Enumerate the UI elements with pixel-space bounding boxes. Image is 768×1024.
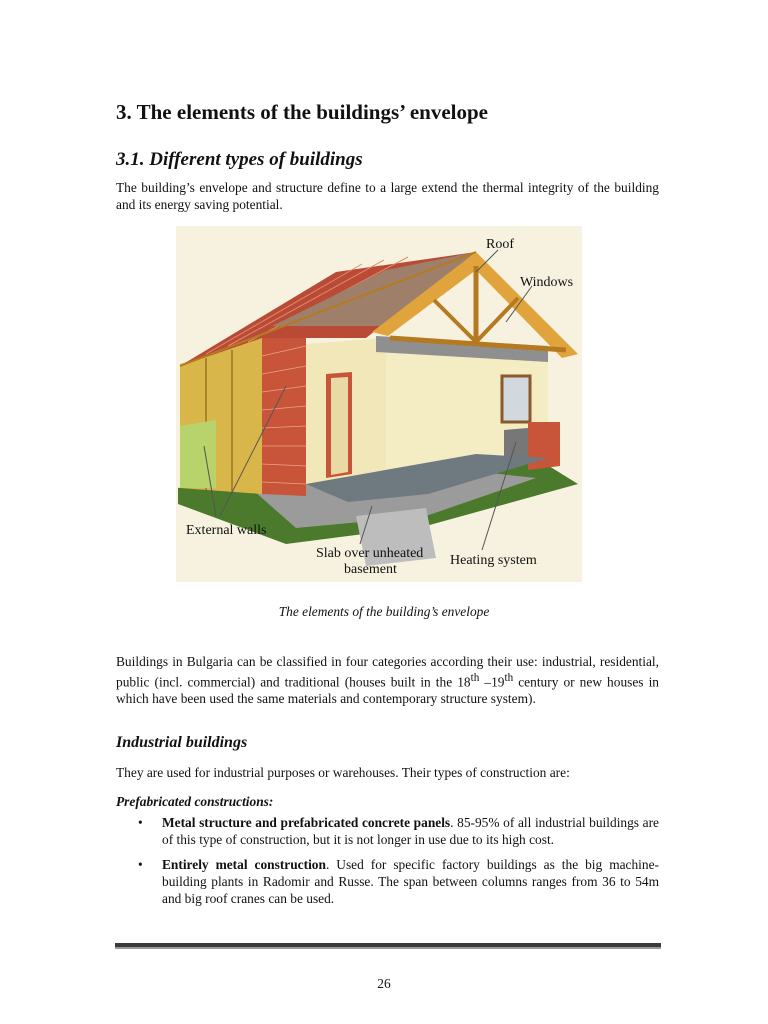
classification-text-b: –19 [479,674,505,690]
slab-label-line1: Slab over unheated [316,546,424,561]
industrial-intro: They are used for industrial purposes or warehouses. Their types of construction are: [116,765,570,780]
section-heading: 3. The elements of the buildings’ envelope [116,100,488,124]
list-item-text: . 85-95% of all industrial buildings are of this type of construction, but it is not longer in use due to its high cost. [162,815,659,847]
superscript-th-2: th [504,672,514,684]
classification-paragraph [116,653,659,707]
classification-text-c: century or new houses in which have been used the same materials and contemporary structure system). [116,674,659,707]
footer-rule [115,943,661,949]
industrial-buildings-heading: Industrial buildings [116,734,248,751]
prefabricated-heading: Prefabricated constructions: [116,794,274,809]
subsection-heading: 3.1. Different types of buildings [116,149,363,170]
radiator [504,428,528,460]
bullet-icon: • [138,815,143,830]
slab-label-line2: basement [344,562,397,577]
bullet-icon: • [138,857,143,872]
list-item-text: . Used for specific factory buildings as the big machine-building plants in Radomir and Russe. The span between columns ranges from 36 to 54m and big roof cranes can be used. [162,857,660,906]
house-illustration [176,226,582,582]
window-opening [502,376,530,422]
superscript-th-1: th [470,672,480,684]
insulation-panel [180,420,216,488]
building-envelope-figure [176,226,582,582]
windows-label: Windows [520,275,574,290]
brick-wall [262,324,306,496]
figure-caption: The elements of the building’s envelope [278,604,490,619]
construction-types-list [116,814,659,915]
heating-system-label: Heating system [450,553,537,568]
list-item-title: Entirely metal construction [162,857,326,872]
page-number: 26 [377,976,391,991]
list-item [116,856,659,907]
list-item [116,814,659,848]
intro-paragraph: The building’s envelope and structure define to a large extend the thermal integrity of the building and its energy saving potential. [116,180,659,212]
external-walls-label: External walls [186,523,267,538]
list-item-title: Metal structure and prefabricated concrete panels [162,815,451,830]
roof-label: Roof [486,237,514,252]
classification-text-a: Buildings in Bulgaria can be classified in four categories according their use: industrial, residential, public (incl. commercial) and traditional (houses built in the 18 [116,654,659,690]
